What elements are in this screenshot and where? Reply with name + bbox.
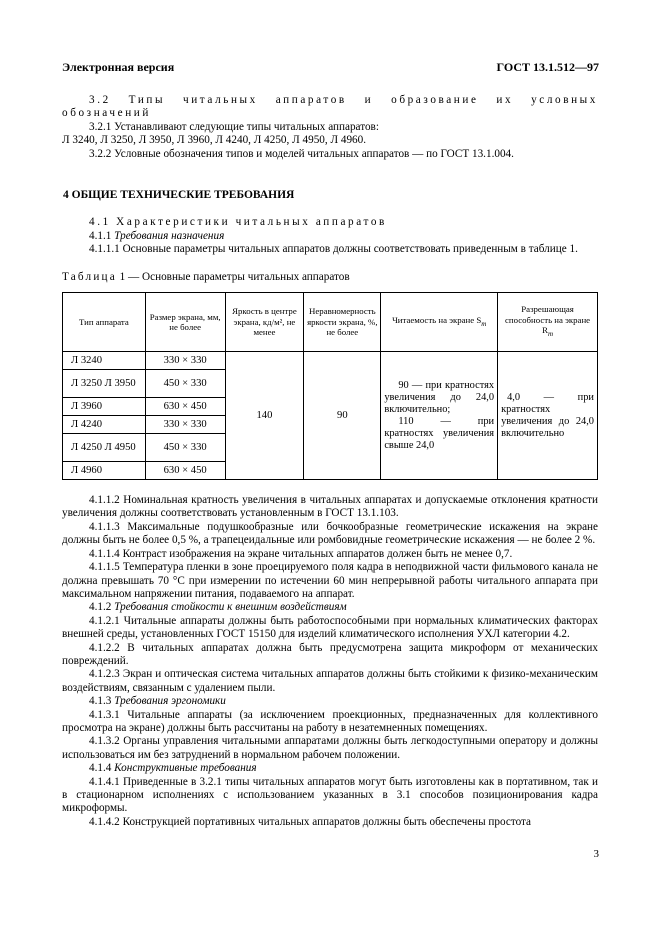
th-resolution-text: Разрешающая способность на экране R xyxy=(505,304,591,336)
cell-type: Л 4250 Л 4950 xyxy=(63,434,146,462)
para-4-1-1-1: 4.1.1.1 Основные параметры читальных аппаратов должны соответствовать приведенным в таблице 1. xyxy=(89,243,578,256)
cell-size: 450 × 330 xyxy=(145,370,225,398)
section-4-1-2-name: Требования стойкости к внешним воздействиям xyxy=(114,601,347,614)
para-4-1-3-1: 4.1.3.1 Читальные аппараты (за исключением проекционных, предназначенных для коллективного просмотра на экране) должны быть рассчитаны на работу в незатемненных помещениях. xyxy=(62,708,598,734)
th-readability-sub: т xyxy=(481,319,487,328)
section-4-1-4-name: Конструктивные требования xyxy=(114,762,257,775)
section-4-1-3-name: Требования эргономики xyxy=(114,695,226,708)
para-4-1-4-1: 4.1.4.1 Приведенные в 3.2.1 типы читальных аппаратов могут быть изготовлены как в портативном, так и в стационарном исполнениях с использованием указанных в 3.1 способов позиционирования кадра микроформы. xyxy=(62,775,598,815)
page-content xyxy=(62,94,598,829)
cell-type: Л 3240 xyxy=(63,352,146,370)
readability-b: 110 — при кратностях увеличения свыше 24,0 xyxy=(384,415,495,451)
cell-readability xyxy=(381,352,498,480)
th-type: Тип аппарата xyxy=(63,293,146,352)
header-left: Электронная версия xyxy=(62,60,175,74)
para-4-1-4-2: 4.1.4.2 Конструкцией портативных читальных аппаратов должны быть обеспечены простота xyxy=(89,815,532,828)
th-readability xyxy=(381,293,498,352)
table-caption-label: Таблица xyxy=(62,270,117,283)
readability-a: 90 — при кратностях увеличения до 24,0 включительно; xyxy=(384,379,495,415)
th-unevenness: Неравномерность яркости экрана, %, не более xyxy=(304,293,381,352)
section-4-1-3-num: 4.1.3 xyxy=(89,695,112,708)
cell-brightness: 140 xyxy=(225,352,304,480)
section-4-1-4-title xyxy=(62,762,598,775)
header-right: ГОСТ 13.1.512—97 xyxy=(496,60,599,74)
table-caption-text: 1 — Основные параметры читальных аппаратов xyxy=(119,270,350,283)
th-resolution-sub: т xyxy=(547,330,554,339)
section-4-1-1-num: 4.1.1 xyxy=(89,229,112,242)
cell-type: Л 3960 xyxy=(63,398,146,416)
cell-size: 330 × 330 xyxy=(145,416,225,434)
section-4-1-2-num: 4.1.2 xyxy=(89,601,112,614)
section-4-1-1-title xyxy=(62,230,598,243)
resolution-value: 4,0 — при кратностях увеличения до 24,0 включительно xyxy=(501,391,594,439)
section-3-2-title: 3.2 Типы читальных аппаратов и образование их условных обозначений xyxy=(62,94,598,120)
cell-size: 450 × 330 xyxy=(145,434,225,462)
section-4-heading: 4 ОБЩИЕ ТЕХНИЧЕСКИЕ ТРЕБОВАНИЯ xyxy=(63,189,295,202)
page-number: 3 xyxy=(593,848,599,860)
table-row xyxy=(63,352,598,370)
types-list: Л 3240, Л 3250, Л 3950, Л 3960, Л 4240, Л 4250, Л 4950, Л 4960. xyxy=(62,134,367,147)
th-brightness: Яркость в центре экрана, кд/м², не менее xyxy=(225,293,304,352)
para-4-1-2-1: 4.1.2.1 Читальные аппараты должны быть работоспособными при нормальных климатических факторах внешней среды, установленных ГОСТ 15150 для изделий климатического исполнения УХЛ категории 4.2. xyxy=(62,614,598,641)
para-4-1-1-5: 4.1.1.5 Температура пленки в зоне проецируемого поля кадра в неподвижной части фильмового канала не должна превышать 70 °С при измерении по истечении 60 мин непрерывной работы читального аппарата при максимальном напряжении питания, подаваемого на аппарат. xyxy=(62,561,598,600)
para-4-1-1-2: 4.1.1.2 Номинальная кратность увеличения в читальных аппаратах и допускаемые отклонения кратности увеличения должны соответствовать установленным в ГОСТ 13.1.103. xyxy=(62,494,598,520)
para-4-1-3-2: 4.1.3.2 Органы управления читальными аппаратами должны быть легкодоступными оператору и должны использоваться им без затруднений в нормальном рабочем положении. xyxy=(62,735,598,761)
para-4-1-2-2: 4.1.2.2 В читальных аппаратах должна быть предусмотрена защита микроформ от механических повреждений. xyxy=(62,641,598,667)
para-3-2-1: 3.2.1 Устанавливают следующие типы читальных аппаратов: xyxy=(89,120,379,133)
table-header-row xyxy=(63,293,598,352)
table-caption xyxy=(62,271,598,284)
section-4-1-3-title xyxy=(62,695,598,708)
section-4-1-4-num: 4.1.4 xyxy=(89,762,112,775)
cell-type: Л 3250 Л 3950 xyxy=(63,370,146,398)
cell-type: Л 4960 xyxy=(63,462,146,480)
para-3-2-2: 3.2.2 Условные обозначения типов и моделей читальных аппаратов — по ГОСТ 13.1.004. xyxy=(89,147,514,160)
th-readability-text: Читаемость на экране S xyxy=(392,314,482,325)
th-size: Размер экрана, мм, не более xyxy=(145,293,225,352)
cell-size: 630 × 450 xyxy=(145,462,225,480)
parameters-table xyxy=(62,292,598,480)
cell-size: 330 × 330 xyxy=(145,352,225,370)
section-4-1-2-title xyxy=(62,601,598,614)
cell-resolution xyxy=(498,352,598,480)
section-4-1-1-name: Требования назначения xyxy=(114,229,225,242)
cell-type: Л 4240 xyxy=(63,416,146,434)
para-4-1-1-3: 4.1.1.3 Максимальные подушкообразные или бочкообразные геометрические искажения на экране должны быть не более 0,5 %, а трапецеидальные или ромбовидные геометрические искажения — не более 2 %. xyxy=(62,520,598,547)
cell-unevenness: 90 xyxy=(304,352,381,480)
section-4-1-title: 4.1 Характеристики читальных аппаратов xyxy=(89,216,387,229)
para-4-1-1-4: 4.1.1.4 Контраст изображения на экране читальных аппаратов должен быть не менее 0,7. xyxy=(89,547,513,560)
th-resolution xyxy=(498,293,598,352)
cell-size: 630 × 450 xyxy=(145,398,225,416)
para-4-1-2-3: 4.1.2.3 Экран и оптическая система читальных аппаратов должны быть стойкими к физико-механическим воздействиям, связанным с удалением пыли. xyxy=(62,668,598,694)
